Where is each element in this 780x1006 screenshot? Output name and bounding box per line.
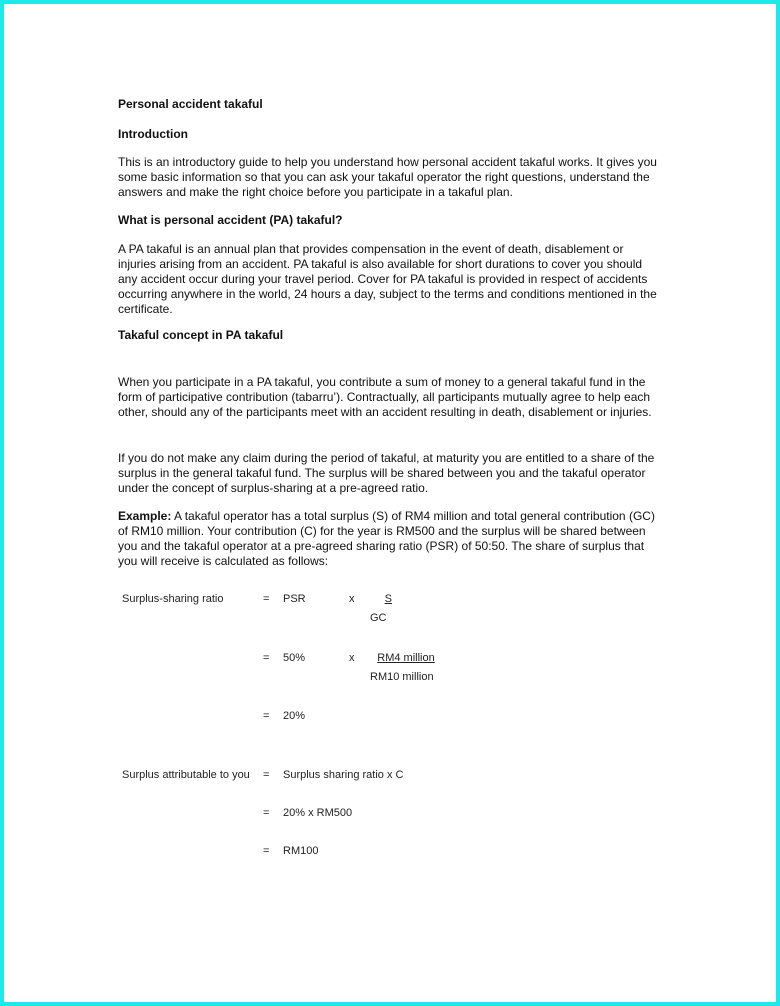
formula-label-ratio: Surplus-sharing ratio [122,593,224,605]
formula-numerator: RM4 million [377,652,435,664]
equals: = [263,845,270,857]
equals: = [263,807,270,819]
formula-pct: 50% [283,652,306,664]
paragraph: When you participate in a PA takaful, you contribute a sum of money to a general takaful fund in the form of participative contribution (tabarru’). Contractually, all participants mutually agree to help each other, should any of the participants meet with an accident resulting in death, disablement or injuries. [118,375,652,419]
formula-denominator: RM10 million [370,671,434,683]
equals: = [263,710,270,722]
example-paragraph [118,509,663,569]
times: x [349,593,355,605]
heading-what-is-pa: What is personal accident (PA) takaful? [118,213,343,227]
formula-expression: Surplus sharing ratio x C [283,769,404,781]
formula-denominator-gc: GC [370,612,387,624]
formula-psr: PSR [283,593,306,605]
paragraph: If you do not make any claim during the period of takaful, at maturity you are entitled to a share of the surplus in the general takaful fund. The surplus will be shared between you and the takaful operator under the concept of surplus-sharing at a pre-agreed ratio. [118,451,655,495]
formula-label-attributable: Surplus attributable to you [122,769,250,781]
equals: = [263,593,270,605]
equals: = [263,769,270,781]
example-label: Example: [118,509,172,523]
heading-takaful-concept: Takaful concept in PA takaful [118,328,284,342]
equals: = [263,652,270,664]
doc-title: Personal accident takaful [118,97,263,111]
paragraph: A PA takaful is an annual plan that provides compensation in the event of death, disablement or injuries arising from an accident. PA takaful is also available for short durations to cover you should any accident occur during your travel period. Cover for PA takaful is provided in respect of accidents occurring anywhere in the world, 24 hours a day, subject to the terms and conditions mentioned in the certificate. [118,242,657,316]
formula-result-amount: RM100 [283,845,319,857]
formula-calc: 20% x RM500 [283,807,353,819]
paragraph: This is an introductory guide to help you understand how personal accident takaful works. It gives you some basic information so that you can ask your takaful operator the right questions, understand the answers and make the right choice before you participate in a takaful plan. [118,155,657,199]
heading-introduction: Introduction [118,127,188,141]
formula-result-ratio: 20% [283,710,306,722]
formula-numerator-s: S [384,593,392,605]
times: x [349,652,355,664]
document-page [2,2,778,1004]
example-text: A takaful operator has a total surplus (S) of RM4 million and total general contribution (GC) of RM10 million. Your contribution (C) for the year is RM500 and the surplus will be shared between you and the takaful operator at a pre-agreed sharing ratio (PSR) of 50:50. The share of surplus that you will receive is calculated as follows: [118,509,655,568]
